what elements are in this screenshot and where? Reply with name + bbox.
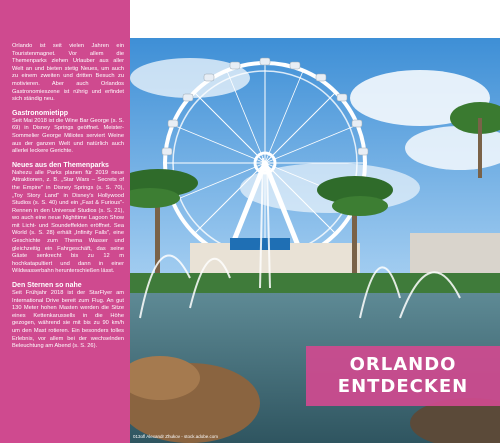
section-text-gastronomy: Seit Mai 2018 ist die Wine Bar George (s. S. 69) in Disney Springs geöffnet. Meister-Sommelier George Miliotes serviert Weine aus der ganzen Welt und natürlich auch allerlei leckere Gerichte. <box>12 117 124 155</box>
cover-title-line1: ORLANDO <box>349 354 457 375</box>
cover-title <box>306 346 500 406</box>
top-accent-bar <box>0 0 130 38</box>
section-text-themeparks: Nahezu alle Parks planen für 2019 neue Attraktionen, z. B. „Star Wars – Secrets of the Empire" in Disney Springs (s. S. 70), „Toy Story Land" in Disney's Hollywood Studios (s. S. 40) und ein „Fast & Furious"-Rennen in den Universal Studios (s. S. 21), wo auch eine neue Nighttime Lagoon Show mit Licht- und Soundeffekten eröffnet. Sea World (s. S. 28) erhält „Infinity Falls", eine Geschichte zum Thema Wasser und gleichzeitig ein Fahrgeschäft, das seine Gäste senkrecht bis zu 12 m hochkatapultiert und dann in einer Wildwasserbahn herunterschießen lässt. <box>12 169 124 275</box>
photo-credit: 013ofl Alexandr Zhukov - stock.adobe.com <box>133 434 219 439</box>
section-text-starflyer: Seit Frühjahr 2018 ist der StarFlyer am International Drive bereit zum Flug. An gut 130 Meter hohen Masten werden die Sitze eines Kettenkarussells in die Höhe gezogen, während sie mit bis zu 90 km/h um den Mast rotieren. Ein besonders tolles Erlebnis, vor allem bei der wechselnden Beleuchtung am Abend (s. S. 26). <box>12 290 124 350</box>
section-heading-starflyer: Den Sternen so nahe <box>12 282 82 290</box>
cover-title-line2: ENTDECKEN <box>337 376 469 397</box>
section-heading-gastronomy: Gastronomietipp <box>12 109 69 117</box>
top-strip <box>0 0 500 38</box>
section-heading-themeparks: Neues aus den Themenparks <box>12 161 109 169</box>
cover-photo <box>130 38 500 443</box>
sidebar-text-column <box>0 38 130 443</box>
intro-paragraph: Orlando ist seit vielen Jahren ein Touristenmagnet. Vor allem die Themenparks ziehen Urlauber aus aller Welt an und bieten stetig Neues, um auch zu einem zweiten und dritten Besuch zu motivieren. Aber auch Orlandos Gastronomieszene ist rührig und erfindet sich ständig neu. <box>12 43 124 103</box>
